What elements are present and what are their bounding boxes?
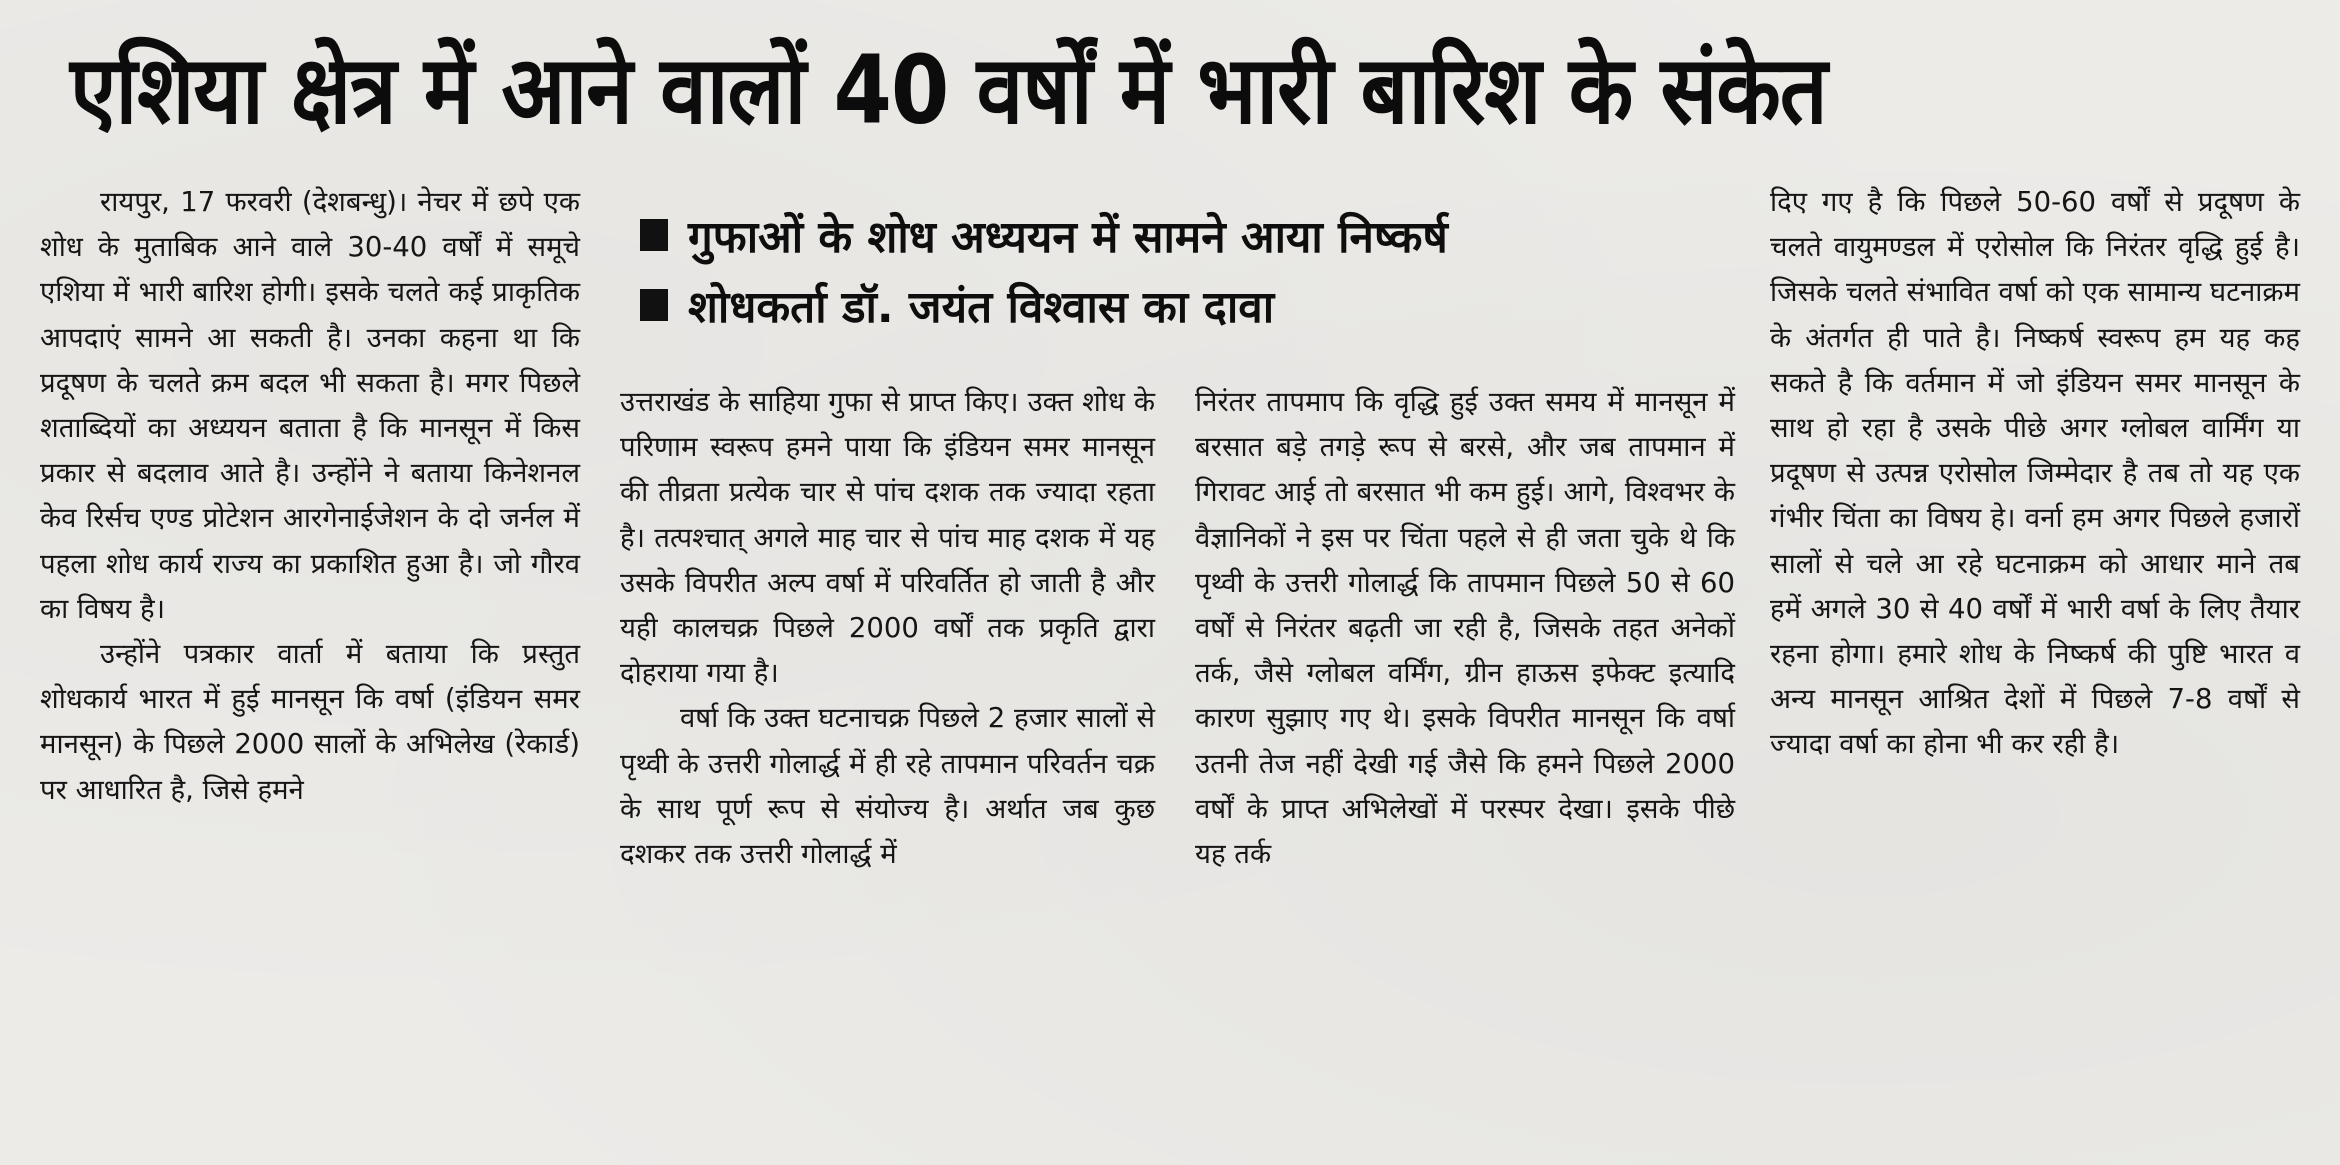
article-column-4 <box>1770 180 2300 1140</box>
column-2-paragraph-1: उत्तराखंड के साहिया गुफा से प्राप्त किए। उक्त शोध के परिणाम स्वरूप हमने पाया कि इंडियन समर मानसून की तीव्रता प्रत्येक चार से पांच दशक तक ज्यादा रहता है। तत्पश्चात् अगले माह चार से पांच माह दशक में यह उसके विपरीत अल्प वर्षा में परिवर्तित हो जाती है और यही कालचक्र पिछले 2000 वर्षों तक प्रकृति द्वारा दोहराया गया है। <box>620 386 1155 690</box>
square-bullet-icon <box>640 219 668 251</box>
article-column-3 <box>1195 380 1735 1140</box>
article-column-1 <box>40 180 580 1140</box>
article-column-2 <box>620 380 1155 1140</box>
column-4-paragraph-1: दिए गए है कि पिछले 50-60 वर्षों से प्रदूषण के चलते वायुमण्डल में एरोसोल कि निरंतर वृद्धि हुई है। जिसके चलते संभावित वर्षा को एक सामान्य घटनाक्रम के अंतर्गत ही पाते है। निष्कर्ष स्वरूप हम यह कह सकते है कि वर्तमान में जो इंडियन समर मानसून के साथ हो रहा है उसके पीछे अगर ग्लोबल वार्मिंग या प्रदूषण से उत्पन्न एरोसोल जिम्मेदार है तब तो यह एक गंभीर चिंता का विषय हे। वर्ना हम अगर पिछले हजारों सालों से चले आ रहे घटनाक्रम को आधार माने तब हमें अगले 30 से 40 वर्षों में भारी वर्षा के लिए तैयार रहना होगा। हमारे शोध के निष्कर्ष की पुष्टि भारत व अन्य मानसून आश्रित देशों में पिछले 7-8 वर्षों से ज्यादा वर्षा का होना भी कर रही है। <box>1770 186 2300 761</box>
column-1-paragraph-2: उन्होंने पत्रकार वार्ता में बताया कि प्रस्तुत शोधकार्य भारत में हुई मानसून कि वर्षा (इंडियन समर मानसून) के पिछले 2000 सालों के अभिलेख (रेकार्ड) पर आधारित है, जिसे हमने <box>40 638 580 806</box>
subheading-2 <box>640 270 1740 340</box>
square-bullet-icon <box>640 289 668 321</box>
subheading-1-text: गुफाओं के शोध अध्ययन में सामने आया निष्कर्ष <box>688 212 1448 263</box>
subheadings <box>640 200 1740 360</box>
headline: एशिया क्षेत्र में आने वालों 40 वर्षों में भारी बारिश के संकेत <box>70 35 1827 145</box>
column-1-paragraph-1: रायपुर, 17 फरवरी (देशबन्धु)। नेचर में छपे एक शोध के मुताबिक आने वाले 30-40 वर्षों में समूचे एशिया में भारी बारिश होगी। इसके चलते कई प्राकृतिक आपदाएं सामने आ सकती है। उनका कहना था कि प्रदूषण के चलते क्रम बदल भी सकता है। मगर पिछले शताब्दियों का अध्ययन बताता है कि मानसून में किस प्रकार से बदलाव आते है। उन्होंने ने बताया किनेशनल केव रिर्सच एण्ड प्रोटेशन आरगेनाईजेशन के दो जर्नल में पहला शोध कार्य राज्य का प्रकाशित हुआ है। जो गौरव का विषय है। <box>40 186 580 625</box>
column-3-paragraph-1: निरंतर तापमाप कि वृद्धि हुई उक्त समय में मानसून में बरसात बड़े तगड़े रूप से बरसे, और जब तापमान में गिरावट आई तो बरसात भी कम हुई। आगे, विश्वभर के वैज्ञानिकों ने इस पर चिंता पहले से ही जता चुके थे कि पृथ्वी के उत्तरी गोलार्द्ध कि तापमान पिछले 50 से 60 वर्षों से निरंतर बढ़ती जा रही है, जिसके तहत अनेकों तर्क, जैसे ग्लोबल वर्मिंग, ग्रीन हाऊस इफेक्ट इत्यादि कारण सुझाए गए थे। इसके विपरीत मानसून कि वर्षा उतनी तेज नहीं देखी गई जैसे कि हमने पिछले 2000 वर्षों के प्राप्त अभिलेखों में परस्पर देखा। इसके पीछे यह तर्क <box>1195 386 1735 871</box>
subheading-1 <box>640 200 1740 270</box>
column-2-paragraph-2: वर्षा कि उक्त घटनाचक्र पिछले 2 हजार सालों से पृथ्वी के उत्तरी गोलार्द्ध में ही रहे तापमान परिवर्तन चक्र के साथ पूर्ण रूप से संयोज्य है। अर्थात जब कुछ दशकर तक उत्तरी गोलार्द्ध में <box>620 702 1155 871</box>
subheading-2-text: शोधकर्ता डॉ. जयंत विश्वास का दावा <box>688 282 1275 333</box>
